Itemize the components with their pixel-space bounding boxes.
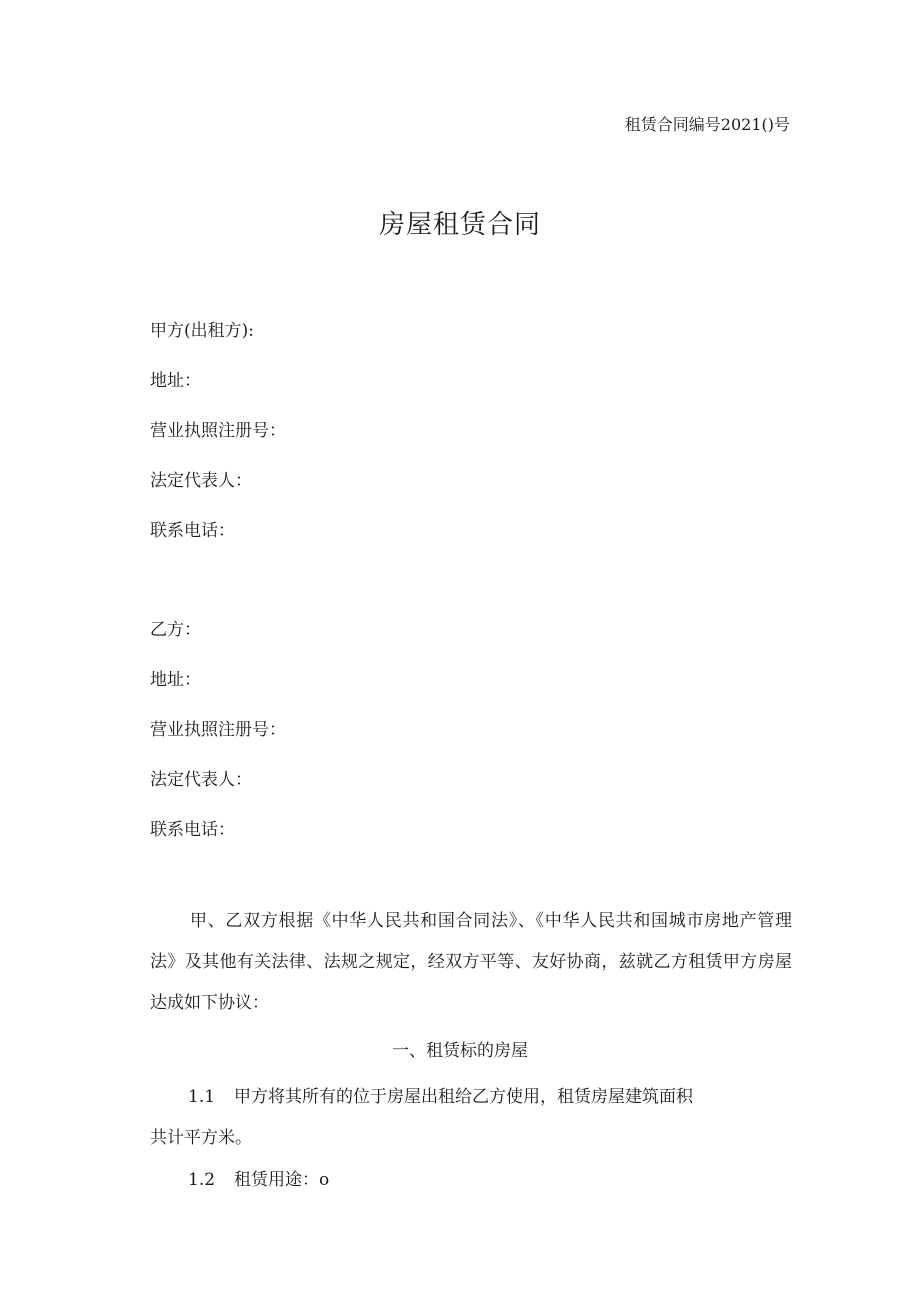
clause-text: 甲方将其所有的位于房屋出租给乙方使用，租赁房屋建筑面积	[234, 1087, 693, 1107]
preamble-paragraph: 甲、乙双方根据《中华人民共和国合同法》、《中华人民共和国城市房地产管理法》及其他有关法律、法规之规定，经双方平等、友好协商，兹就乙方租赁甲方房屋达成如下协议：	[150, 911, 792, 1013]
party-b-representative: 法定代表人：	[150, 770, 252, 790]
clause-number: 1.2	[188, 1170, 216, 1190]
party-b-label: 乙方：	[150, 620, 201, 640]
clause-1-2	[150, 1160, 750, 1201]
contract-number: 租赁合同编号2021()号	[624, 115, 790, 134]
party-b-license: 营业执照注册号：	[150, 720, 286, 740]
party-b-phone: 联系电话：	[150, 820, 235, 840]
clause-1-1	[150, 1077, 750, 1159]
clause-number: 1.1	[188, 1087, 216, 1107]
clause-text: 租赁用途：o	[234, 1170, 330, 1190]
party-a-label: 甲方(出租方):	[150, 321, 254, 341]
party-a-representative: 法定代表人：	[150, 471, 252, 491]
clause-text-continuation: 共计平方米。	[150, 1128, 252, 1148]
party-a-license: 营业执照注册号：	[150, 421, 286, 441]
party-a-phone: 联系电话：	[150, 521, 235, 541]
party-b-address: 地址：	[150, 670, 201, 690]
section-heading: 一、租赁标的房屋	[392, 1041, 528, 1061]
document-title: 房屋租赁合同	[378, 210, 541, 240]
party-a-address: 地址：	[150, 371, 201, 391]
